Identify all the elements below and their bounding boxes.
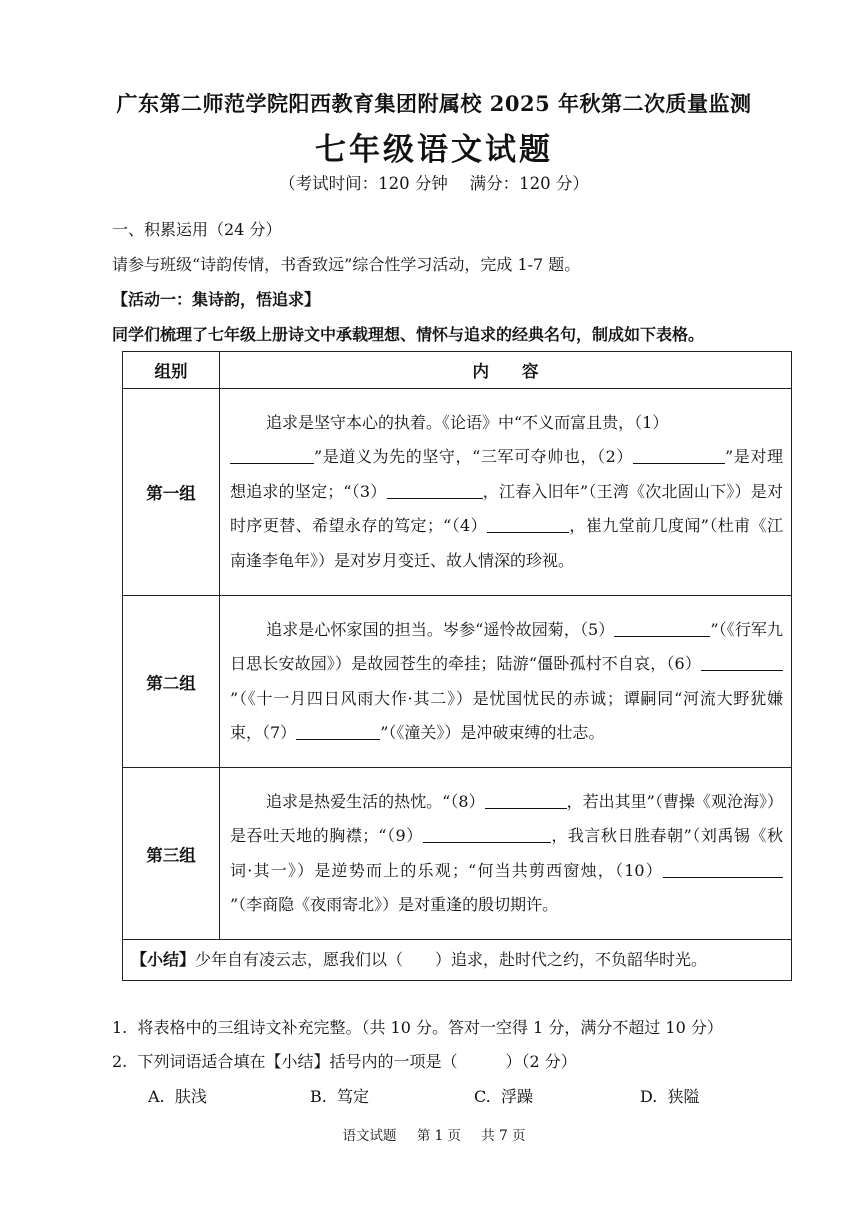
answer-blank-5[interactable] (614, 618, 710, 637)
question-2 (112, 1049, 577, 1072)
option-c[interactable] (474, 1084, 533, 1107)
content-text: ，江春入旧年”（王湾《次北固山下》）是对时序更替、希望永存的笃定；“（4） (230, 481, 783, 536)
answer-blank-10[interactable] (663, 859, 783, 878)
content-text: 追求是热爱生活的热忱。“（8） (266, 791, 485, 811)
group-label: 第一组 (123, 389, 220, 596)
answer-blank-6[interactable] (701, 652, 783, 671)
answer-blank-1[interactable] (230, 445, 314, 464)
summary-label: 【小结】 (131, 950, 196, 969)
content-text: 追求是坚守本心的执着。《论语》中“不义而富且贵，（1） (266, 412, 669, 432)
content-text: ”是道义为先的坚守，“三军可夺帅也，（2） (314, 447, 634, 467)
answer-blank-7[interactable] (296, 721, 380, 740)
answer-blank-4[interactable] (487, 514, 569, 533)
activity-description: 同学们梳理了七年级上册诗文中承载理想、情怀与追求的经典名句，制成如下表格。 (112, 325, 705, 344)
option-letter: A. (148, 1087, 165, 1106)
question-text: 下列词语适合填在【小结】括号内的一项是（ ）（2 分） (137, 1052, 577, 1071)
answer-blank-9[interactable] (423, 824, 551, 843)
footer-subject: 语文试题 (342, 1128, 397, 1144)
page-title: 七年级语文试题 (315, 132, 553, 168)
summary-text: 少年自有凌云志，愿我们以（ ）追求，赴时代之约，不负韶华时光。 (195, 950, 708, 969)
exam-info: （考试时间：120 分钟 满分：120 分） (279, 174, 589, 193)
content-text: ”（李商隐《夜雨寄北》）是对重逢的殷切期许。 (230, 894, 559, 914)
answer-blank-3[interactable] (387, 480, 483, 499)
question-number: 1. (112, 1018, 128, 1037)
answer-blank-8[interactable] (485, 790, 567, 809)
option-a[interactable] (148, 1084, 207, 1107)
content-text: ，我言秋日胜春朝”（刘禹锡《秋词·其一》）是逆势而上的乐观；“何当共剪西窗烛，（10） (230, 826, 783, 880)
section-intro: 请参与班级“诗韵传情，书香致远”综合性学习活动，完成 1-7 题。 (112, 255, 581, 274)
group-label: 第三组 (123, 768, 220, 940)
answer-blank-2[interactable] (633, 445, 725, 464)
option-text: 笃定 (337, 1087, 370, 1106)
column-header-group: 组别 (123, 352, 220, 389)
content-text: ”（《行军九日思长安故园》）是故园苍生的牵挂；陆游“僵卧孤村不自哀，（6） (230, 619, 783, 674)
content-text: 追求是心怀家国的担当。岑参“遥怜故园菊，（5） (266, 619, 615, 639)
option-letter: D. (640, 1087, 658, 1106)
group-content (220, 389, 792, 596)
question-1 (112, 1015, 723, 1038)
table-row (123, 389, 792, 596)
summary-cell (123, 940, 792, 981)
question-number: 2. (112, 1052, 128, 1071)
group-content (220, 596, 792, 768)
option-text: 浮躁 (500, 1087, 533, 1106)
option-letter: B. (310, 1087, 327, 1106)
section-heading: 一、积累运用（24 分） (112, 220, 282, 239)
activity-title: 【活动一：集诗韵，悟追求】 (112, 290, 321, 309)
table-header-row (123, 352, 792, 389)
footer-total-pages: 共 7 页 (481, 1128, 526, 1144)
table-row (123, 596, 792, 768)
school-header: 广东第二师范学院阳西教育集团附属校 2025 年秋第二次质量监测 (116, 91, 752, 116)
option-text: 狭隘 (667, 1087, 700, 1106)
content-text: ”（《十一月四日风雨大作·其二》）是忧国忧民的赤诚；谭嗣同“河流大野犹嫌束，（7） (230, 688, 783, 742)
summary-row (123, 940, 792, 981)
option-letter: C. (474, 1087, 491, 1106)
option-text: 肤浅 (174, 1087, 207, 1106)
question-text: 将表格中的三组诗文补充完整。（共 10 分。答对一空得 1 分，满分不超过 10 分） (137, 1018, 723, 1037)
column-header-content: 内 容 (220, 352, 792, 389)
table-row (123, 768, 792, 940)
content-text: ”（《潼关》）是冲破束缚的壮志。 (380, 722, 605, 742)
group-content (220, 768, 792, 940)
content-text: ”是对理想追求的坚定；“（3） (230, 447, 783, 501)
footer-page-number: 第 1 页 (416, 1128, 461, 1144)
content-text: ，崔九堂前几度闻”（杜甫《江南逢李龟年》）是对岁月变迁、故人情深的珍视。 (230, 516, 783, 570)
page-footer (0, 1124, 868, 1144)
poetry-table (122, 351, 792, 981)
option-d[interactable] (640, 1084, 700, 1107)
content-text: ，若出其里”（曹操《观沧海》）是吞吐天地的胸襟；“（9） (230, 791, 783, 846)
option-b[interactable] (310, 1084, 369, 1107)
group-label: 第二组 (123, 596, 220, 768)
